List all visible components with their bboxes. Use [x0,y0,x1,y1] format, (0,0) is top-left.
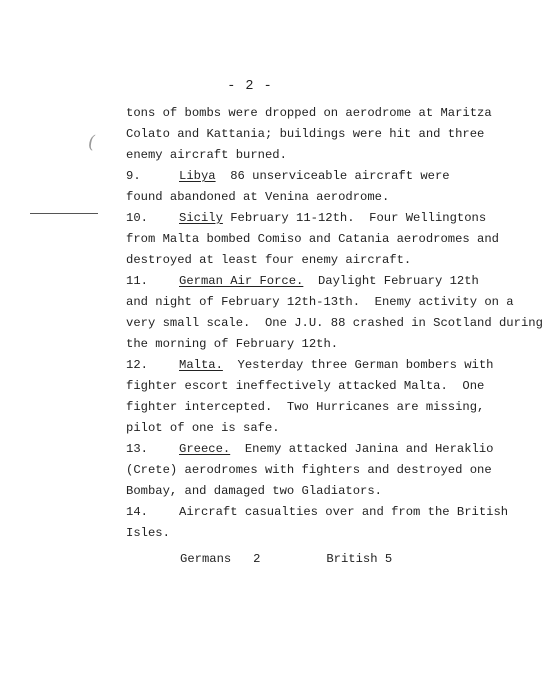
text-line: enemy aircraft burned. [126,148,287,162]
text-line: (Crete) aerodromes with fighters and destroyed one [126,463,492,477]
paragraph-number: 14. [126,505,148,519]
text-line: Colato and Kattania; buildings were hit and three [126,127,485,141]
british-value: 5 [384,552,393,566]
paragraph-13 [126,442,494,456]
british-label: British [326,552,378,566]
paragraph-14 [126,505,508,519]
paragraph-number: 10. [126,211,148,225]
paragraph-12 [126,358,494,372]
paragraph-9 [126,169,450,183]
paragraph-text: Enemy attacked Janina and Heraklio [230,442,494,456]
paragraph-text: 86 unserviceable aircraft were [215,169,450,183]
text-line: the morning of February 12th. [126,337,339,351]
paragraph-heading: German Air Force. [179,274,304,288]
paragraph-heading: Sicily [179,211,223,225]
paragraph-heading: Libya [179,169,216,183]
text-line: fighter intercepted. Two Hurricanes are missing, [126,400,485,414]
paragraph-text: Aircraft casualties over and from the British [179,505,509,519]
text-line: pilot of one is safe. [126,421,280,435]
paragraph-number: 9. [126,169,141,183]
paragraph-text: Daylight February 12th [303,274,479,288]
pencil-mark: ( [88,132,96,153]
paragraph-11 [126,274,479,288]
margin-rule [30,213,98,214]
casualties-row [180,552,392,566]
paragraph-heading: Greece. [179,442,231,456]
text-line: and night of February 12th-13th. Enemy activity on a [126,295,514,309]
page-number: - 2 - [227,79,273,94]
paragraph-10 [126,211,486,225]
text-line: Bombay, and damaged two Gladiators. [126,484,382,498]
text-line: destroyed at least four enemy aircraft. [126,253,412,267]
paragraph-heading: Malta. [179,358,223,372]
germans-label: Germans [180,552,232,566]
text-line: found abandoned at Venina aerodrome. [126,190,390,204]
text-line: fighter escort ineffectively attacked Malta. One [126,379,485,393]
paragraph-number: 11. [126,274,148,288]
text-line: Isles. [126,526,170,540]
paragraph-text: Yesterday three German bombers with [222,358,494,372]
text-line: very small scale. One J.U. 88 crashed in Scotland during [126,316,543,330]
germans-value: 2 [253,552,261,566]
text-line: tons of bombs were dropped on aerodrome at Maritza [126,106,492,120]
paragraph-number: 13. [126,442,148,456]
paragraph-text: February 11-12th. Four Wellingtons [222,211,487,225]
text-line: from Malta bombed Comiso and Catania aerodromes and [126,232,499,246]
paragraph-number: 12. [126,358,148,372]
